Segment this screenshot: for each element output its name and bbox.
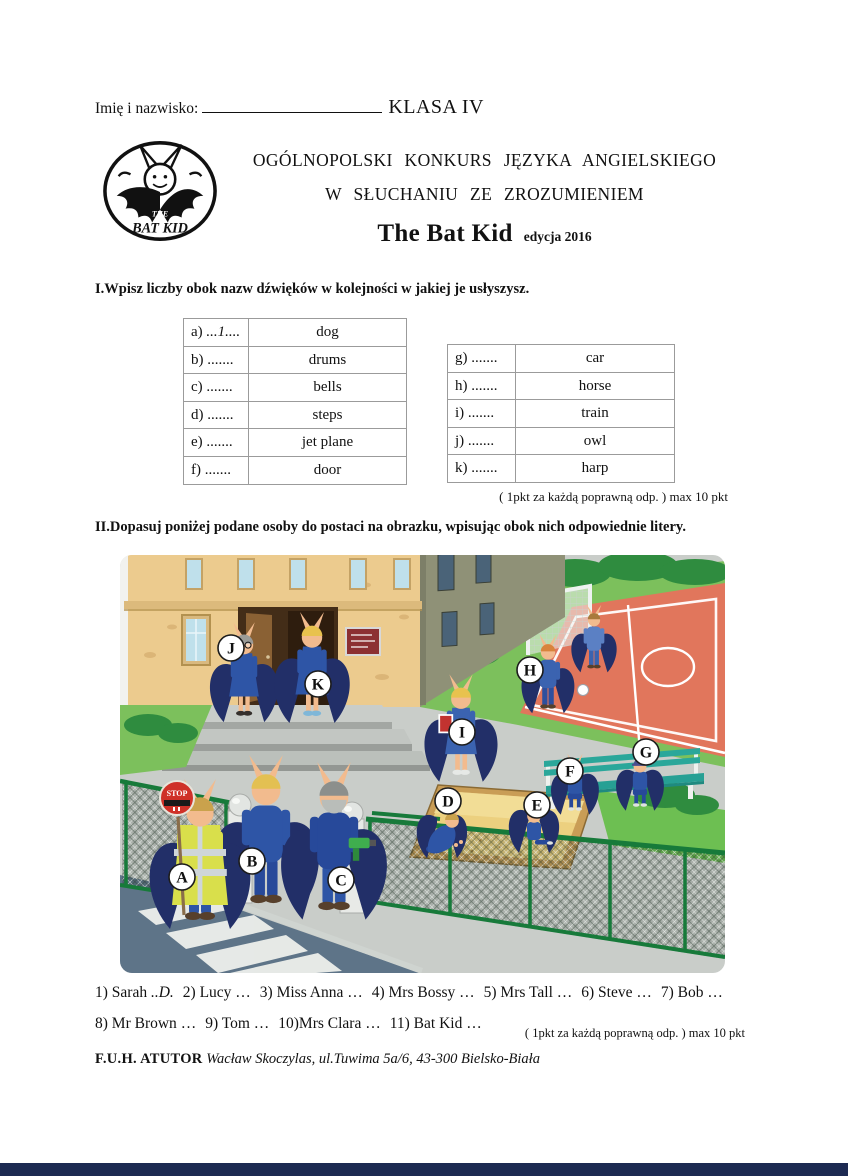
answer-blank: ....... xyxy=(206,379,233,396)
answer-cell: h) ....... xyxy=(448,373,516,400)
svg-text:J: J xyxy=(227,640,235,658)
svg-text:BAT KID: BAT KID xyxy=(132,220,188,237)
person-item: 3) Miss Anna … xyxy=(259,984,363,1001)
person-answer-blank: … xyxy=(365,1015,381,1032)
svg-text:D: D xyxy=(442,793,454,811)
bottom-bar xyxy=(0,1163,848,1176)
person-item: 1) Sarah ..D. xyxy=(95,984,174,1001)
people-list-line2 xyxy=(95,1015,491,1033)
schoolyard-scene xyxy=(120,555,725,973)
sound-word-cell: door xyxy=(313,461,342,478)
task1-instruction: I.Wpisz liczby obok nazw dźwięków w kolejności w jakiej je usłyszysz. xyxy=(95,281,530,297)
publisher-footer xyxy=(95,1051,540,1068)
person-item: 2) Lucy … xyxy=(182,984,251,1001)
header-row xyxy=(95,96,484,119)
table-row xyxy=(184,319,406,347)
answer-cell: i) ....... xyxy=(448,400,516,427)
edition-label: edycja 2016 xyxy=(523,229,592,244)
person-item: 11) Bat Kid … xyxy=(389,1015,482,1032)
svg-text:H: H xyxy=(523,662,537,680)
person-item: 9) Tom … xyxy=(205,1015,270,1032)
answer-cell: f) ....... xyxy=(184,457,249,484)
person-item: 6) Steve … xyxy=(581,984,652,1001)
table-row xyxy=(448,428,674,456)
answer-cell: a) ...1.... xyxy=(184,319,249,346)
svg-text:F: F xyxy=(565,763,575,781)
svg-text:E: E xyxy=(531,797,543,815)
picture-letter-badge xyxy=(239,848,265,874)
answer-blank: ....... xyxy=(204,461,231,478)
sound-word-cell: bells xyxy=(313,379,342,396)
svg-text:C: C xyxy=(335,872,347,890)
answer-blank: ....... xyxy=(207,406,234,423)
brand-line xyxy=(232,220,737,248)
table-row xyxy=(448,400,674,428)
publisher-name: F.U.H. ATUTOR xyxy=(95,1051,203,1067)
answer-blank: ....... xyxy=(467,405,495,422)
table-row xyxy=(184,457,406,484)
answer-cell: j) ....... xyxy=(448,428,516,455)
person-answer-blank: … xyxy=(347,984,363,1001)
name-label: Imię i nazwisko: xyxy=(95,100,199,117)
picture-letter-badge xyxy=(435,788,461,814)
picture-letter-badge xyxy=(449,719,475,745)
svg-text:B: B xyxy=(246,853,258,871)
sound-word-cell: car xyxy=(585,350,605,366)
table-row xyxy=(184,429,406,457)
person-item: 10)Mrs Clara … xyxy=(278,1015,381,1032)
sound-word-cell: dog xyxy=(316,324,339,340)
class-label: KLASA IV xyxy=(388,96,484,118)
table-row xyxy=(448,345,674,373)
soccer-ball xyxy=(578,685,589,696)
answer-blank: ....... xyxy=(471,377,498,394)
table-row xyxy=(184,347,406,375)
sound-word-cell: harp xyxy=(581,460,609,477)
person-answer-blank: … xyxy=(707,984,723,1001)
svg-text:A: A xyxy=(176,869,188,887)
picture-letter-badge xyxy=(633,739,659,765)
picture-letter-badge xyxy=(169,864,195,890)
picture-letter-badge xyxy=(305,671,331,697)
picture-letter-badge xyxy=(517,657,543,683)
table-row xyxy=(448,455,674,482)
person-answer-blank: … xyxy=(253,1015,270,1032)
answer-blank: ...1.... xyxy=(206,324,241,340)
sound-word-cell: steps xyxy=(312,406,343,423)
name-blank-line xyxy=(202,98,382,113)
points-note-task2: ( 1pkt za każdą poprawną odp. ) max 10 pkt xyxy=(524,1026,745,1040)
table-row xyxy=(184,374,406,402)
person-answer-blank: … xyxy=(466,1015,482,1032)
publisher-address: Wacław Skoczylas, ul.Tuwima 5a/6, 43-300 Bielsko-Biała xyxy=(206,1051,540,1067)
answer-blank: ....... xyxy=(207,351,234,368)
picture-letter-badge xyxy=(557,758,583,784)
table-row xyxy=(448,373,674,401)
bat-kid-logo xyxy=(101,138,219,244)
brand-title: The Bat Kid xyxy=(377,220,513,247)
sounds-table-right xyxy=(447,344,675,483)
person-item: 4) Mrs Bossy … xyxy=(371,984,475,1001)
people-list-line1 xyxy=(95,984,732,1002)
sound-word-cell: owl xyxy=(583,432,607,449)
answer-blank: ....... xyxy=(471,350,498,366)
answer-cell: c) ....... xyxy=(184,374,249,401)
contest-title-block xyxy=(232,150,737,248)
picture-letter-badge xyxy=(328,867,354,893)
sound-word-cell: horse xyxy=(578,377,612,394)
points-note-task1: ( 1pkt za każdą poprawną odp. ) max 10 pkt xyxy=(499,489,728,504)
answer-cell: b) ....... xyxy=(184,347,249,374)
school-sign-plaque xyxy=(346,628,380,655)
svg-text:I: I xyxy=(458,724,466,742)
sound-word-cell: jet plane xyxy=(301,434,354,451)
sound-word-cell: drums xyxy=(308,351,347,368)
sound-word-cell: train xyxy=(581,405,609,422)
person-answer-blank: … xyxy=(556,984,573,1001)
person-item: 5) Mrs Tall … xyxy=(483,984,573,1001)
person-answer-blank: … xyxy=(235,984,251,1001)
sounds-table-left xyxy=(183,318,407,485)
contest-title-line1: OGÓLNOPOLSKI KONKURS JĘZYKA ANGIELSKIEGO xyxy=(252,150,717,170)
answer-cell: k) ....... xyxy=(448,455,516,482)
picture-letter-badge xyxy=(524,792,550,818)
answer-cell: e) ....... xyxy=(184,429,249,456)
table-row xyxy=(184,402,406,430)
task2-instruction: II.Dopasuj poniżej podane osoby do postaci na obrazku, wpisując obok nich odpowiednie litery. xyxy=(95,519,686,535)
answer-cell: d) ....... xyxy=(184,402,249,429)
person-answer-blank: … xyxy=(636,984,652,1001)
answer-blank: ....... xyxy=(471,460,498,477)
person-answer-blank: … xyxy=(459,984,475,1001)
answer-blank: ....... xyxy=(206,434,233,451)
person-item: 8) Mr Brown … xyxy=(95,1015,197,1032)
schoolyard-illustration xyxy=(120,555,725,973)
contest-title-line2: W SŁUCHANIU ZE ZROZUMIENIEM xyxy=(325,184,644,204)
person-answer-blank: … xyxy=(180,1015,197,1032)
svg-text:THE: THE xyxy=(151,209,169,219)
svg-text:G: G xyxy=(639,744,653,762)
picture-letter-badge xyxy=(218,635,244,661)
answer-cell: g) ....... xyxy=(448,345,516,372)
svg-text:STOP: STOP xyxy=(166,789,188,798)
bat-logo-icon xyxy=(101,138,219,244)
svg-text:K: K xyxy=(311,676,325,694)
person-item: 7) Bob … xyxy=(660,984,723,1001)
person-answer-blank: ..D. xyxy=(150,984,174,1001)
answer-blank: ....... xyxy=(467,432,495,449)
